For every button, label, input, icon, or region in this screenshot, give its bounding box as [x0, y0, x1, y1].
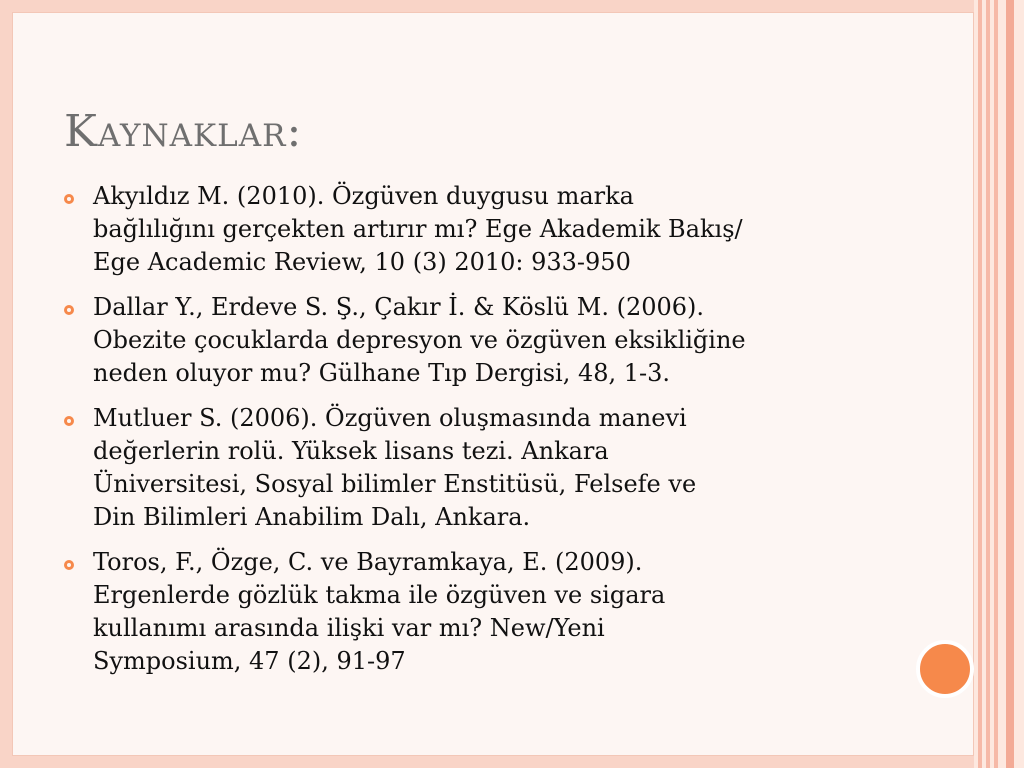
decorative-stripe	[986, 0, 990, 768]
decorative-stripe	[994, 0, 998, 768]
reference-line: Toros, F., Özge, C. ve Bayramkaya, E. (2009).	[93, 548, 643, 576]
bullet-circle-icon	[64, 194, 74, 204]
decorative-stripe	[1006, 0, 1014, 768]
reference-item-3	[64, 402, 854, 534]
decorative-stripe	[978, 0, 982, 768]
decorative-orange-circle-icon	[916, 640, 974, 698]
reference-item-4	[64, 546, 854, 678]
reference-line: değerlerin rolü. Yüksek lisans tezi. Ankara	[93, 437, 609, 465]
reference-line: Dallar Y., Erdeve S. Ş., Çakır İ. & Köslü M. (2006).	[93, 293, 705, 321]
slide-frame-top	[0, 0, 1024, 12]
reference-line: Ege Academic Review, 10 (3) 2010: 933-950	[93, 248, 631, 276]
reference-line: Obezite çocuklarda depresyon ve özgüven eksikliğine	[93, 326, 746, 354]
reference-line: kullanımı arasında ilişki var mı? New/Yeni	[93, 614, 605, 642]
reference-line: Akyıldız M. (2010). Özgüven duygusu marka	[93, 182, 634, 210]
bullet-circle-icon	[64, 560, 74, 570]
reference-item-2	[64, 291, 854, 390]
reference-line: neden oluyor mu? Gülhane Tıp Dergisi, 48, 1-3.	[93, 359, 671, 387]
reference-list	[64, 180, 854, 690]
bullet-circle-icon	[64, 416, 74, 426]
reference-line: Ergenlerde gözlük takma ile özgüven ve sigara	[93, 581, 666, 609]
bullet-circle-icon	[64, 305, 74, 315]
slide-frame-bottom	[0, 756, 1024, 768]
reference-line: Mutluer S. (2006). Özgüven oluşmasında manevi	[93, 404, 687, 432]
slide-frame-left	[0, 0, 12, 768]
reference-line: Symposium, 47 (2), 91-97	[93, 647, 406, 675]
reference-line: bağlılığını gerçekten artırır mı? Ege Akademik Bakış/	[93, 215, 743, 243]
reference-line: Din Bilimleri Anabilim Dalı, Ankara.	[93, 503, 531, 531]
reference-item-1	[64, 180, 854, 279]
reference-line: Üniversitesi, Sosyal bilimler Enstitüsü, Felsefe ve	[93, 470, 697, 498]
slide-title: Kaynaklar:	[64, 106, 303, 157]
